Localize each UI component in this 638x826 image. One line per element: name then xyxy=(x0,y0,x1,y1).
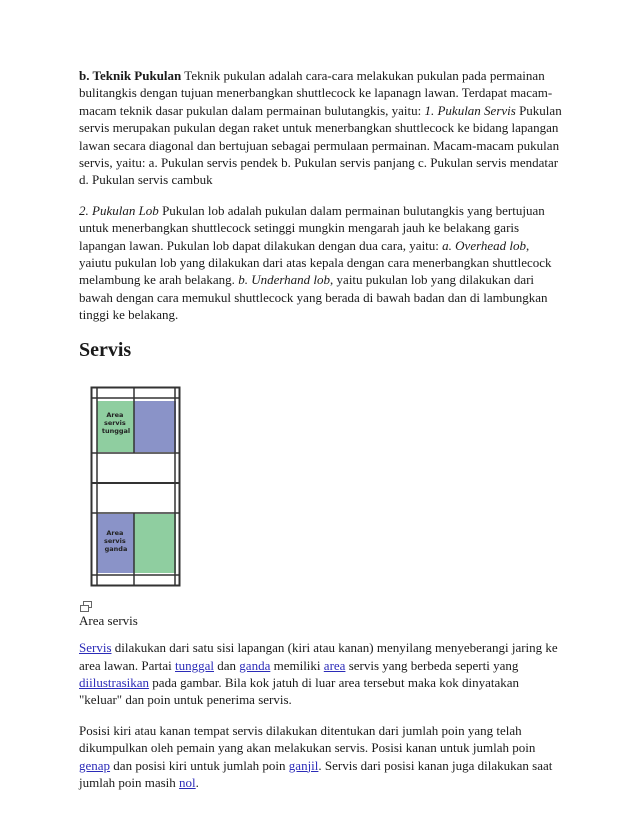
paragraph-text: Teknik pukulan adalah cara-cara melakukan pukulan pada permainan bulitangkis dengan tujuan menerbangkan shuttlecock ke lapanagn lawan. Terdapat macam-macam teknik dasar pukulan dalam permainan bulutangkis, yaitu: xyxy=(79,68,553,118)
italic-term: 1. Pukulan Servis xyxy=(424,102,516,118)
paragraph-text: . xyxy=(195,774,199,790)
paragraph-text: , yaitu pukulan lob yang dilakukan dari bawah dengan cara memukul shuttlecock yang berada di bawah badan dan di lambungkan tinggi ke belakang. xyxy=(79,272,548,323)
paragraph-text: Pukulan servis merupakan pukulan degan raket untuk menerbangkan shuttlecock ke bidang lapangan lawan secara diagonal dan bertujuan sebagai permulaan permainan. Macam-macam pukulan servis, yaitu: a. Pukulan servis pendek b. Pukulan servis panjang c. Pukulan servis mendatar d. Pukulan servis cambuk xyxy=(79,102,562,188)
label-double-2: servis xyxy=(103,536,126,545)
italic-term: 2. Pukulan Lob xyxy=(79,202,159,218)
paragraph-text: memiliki xyxy=(270,657,324,673)
link-tunggal[interactable]: tunggal xyxy=(175,657,215,673)
paragraph-pukulan-lob xyxy=(79,202,564,324)
area-single-blue xyxy=(134,401,176,452)
section-title: Servis xyxy=(79,338,132,361)
label-double-1: Area xyxy=(106,528,124,537)
paragraph-text: dilakukan dari satu sisi lapangan (kiri atau kanan) menyilang menyeberangi jaring ke area lawan. Partai xyxy=(79,640,558,673)
link-area[interactable]: area xyxy=(323,657,346,673)
paragraph-text: Pukulan lob adalah pukulan dalam permainan bulutangkis yang bertujuan untuk menerbangkan shuttlecock setinggi mungkin mengarah jauh ke belakang garis lapangan lawan. Pukulan lob dapat dilakukan dengan dua cara, yaitu: xyxy=(79,202,545,253)
label-single-2: servis xyxy=(103,418,126,427)
document-page xyxy=(79,67,564,791)
paragraph-servis xyxy=(79,639,564,709)
paragraph-text: Posisi kiri atau kanan tempat servis dilakukan ditentukan dari jumlah poin yang telah dikumpulkan oleh pemain yang akan melakukan servis. Posisi kanan untuk jumlah poin xyxy=(79,722,536,756)
link-servis[interactable]: Servis xyxy=(79,640,112,656)
area-double-green xyxy=(134,514,176,573)
italic-term: a. Overhead lob xyxy=(442,237,527,253)
italic-term: b. Underhand lob xyxy=(238,272,331,288)
label-single-1: Area xyxy=(106,410,124,419)
paragraph-text: , yaiutu pukulan lob yang dilakukan dari atas kepala dengan cara menerbangkan shuttlecock melambung ke arah belakang. xyxy=(79,237,552,288)
court-diagram[interactable] xyxy=(90,386,181,587)
link-ganjil[interactable]: ganjil xyxy=(288,757,319,773)
label-single-3: tunggal xyxy=(101,426,131,435)
link-genap[interactable]: genap xyxy=(79,757,111,773)
svg-text:Area servis ga xyxy=(104,529,128,553)
link-diilustrasikan[interactable]: diilustrasikan xyxy=(79,674,150,690)
paragraph-text: dan xyxy=(214,657,240,673)
paragraph-posisi xyxy=(79,722,564,792)
image-caption: Area servis xyxy=(79,612,138,628)
link-ganda[interactable]: ganda xyxy=(239,657,271,673)
enlarge-image-icon[interactable] xyxy=(79,599,93,610)
paragraph-text: pada gambar. Bila kok jatuh di luar area tersebut maka kok dinyatakan "keluar" dan poin untuk penerima servis. xyxy=(79,674,520,708)
paragraph-text: . Servis dari posisi kanan juga dilakukan saat jumlah poin masih xyxy=(79,757,553,790)
link-nol[interactable]: nol xyxy=(179,774,196,790)
paragraph-text: servis yang berbeda seperti yang xyxy=(345,657,519,673)
badminton-court-image xyxy=(90,386,181,587)
paragraph-text: dan posisi kiri untuk jumlah poin xyxy=(110,757,289,773)
paragraph-teknik-pukulan xyxy=(79,67,564,189)
label-double-3: ganda xyxy=(104,544,128,553)
paragraph-heading: b. Teknik Pukulan xyxy=(79,68,182,83)
